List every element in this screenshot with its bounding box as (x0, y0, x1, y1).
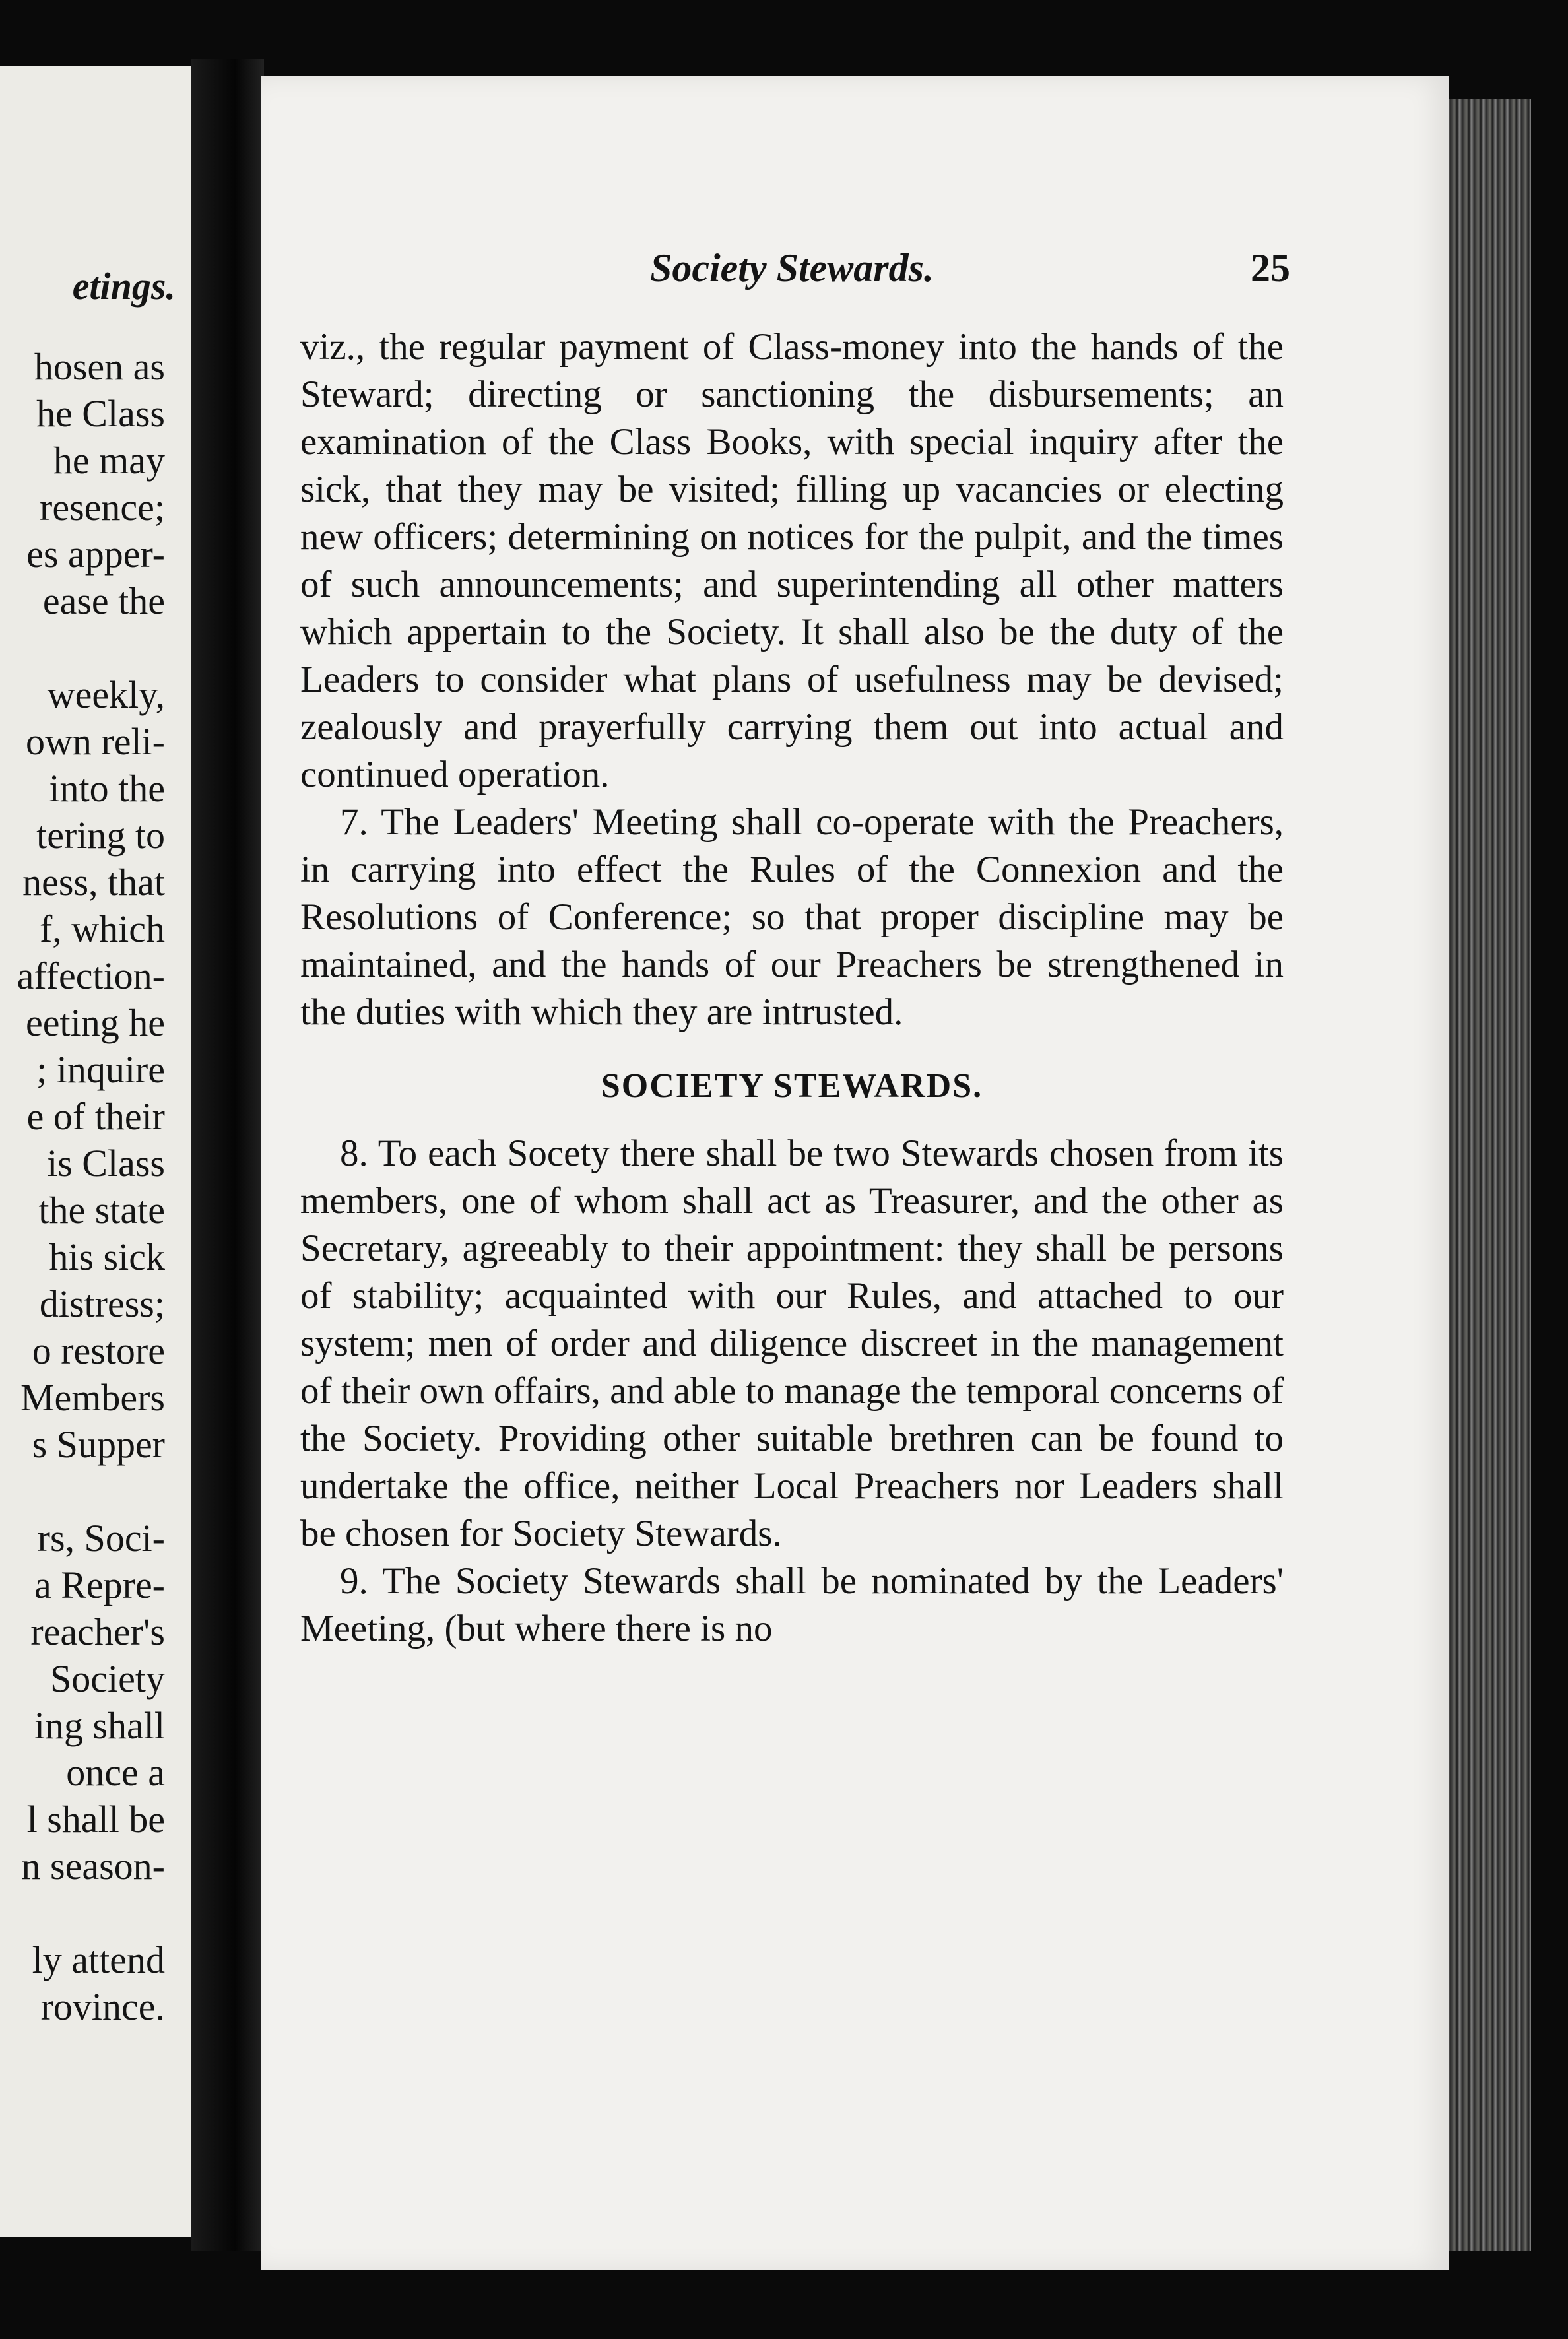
left-page-text (0, 343, 165, 2030)
book-page (261, 76, 1449, 2270)
left-running-head: etings. (72, 265, 176, 308)
left-page-line: n season- (21, 1845, 165, 1888)
left-page-line: distress; (39, 1282, 165, 1325)
left-page-line: tering to (36, 814, 165, 857)
left-page-line: the state (38, 1189, 165, 1232)
left-page-line: own reli- (26, 720, 165, 763)
left-page-line: ing shall (34, 1704, 165, 1747)
left-page-line: once a (66, 1751, 165, 1794)
left-page-line: ; inquire (36, 1048, 165, 1091)
running-title: Society Stewards. (650, 246, 934, 290)
left-page-line: s Supper (32, 1423, 165, 1466)
left-page-line: weekly, (47, 673, 165, 716)
left-page-line (0, 624, 165, 671)
left-page-line: ness, that (22, 861, 165, 904)
left-page-line: he Class (36, 392, 165, 435)
left-page-line: into the (49, 767, 165, 810)
left-page-line: eeting he (26, 1001, 165, 1044)
left-page-line: Members (20, 1376, 165, 1419)
left-page-line: reacher's (30, 1610, 165, 1653)
section-heading: SOCIETY STEWARDS. (601, 1067, 983, 1105)
left-page-line: resence; (40, 486, 165, 529)
left-page-line: Society (50, 1657, 165, 1700)
left-page-line: hosen as (34, 345, 165, 388)
left-facing-page (0, 66, 191, 2237)
book-gutter (191, 59, 264, 2251)
page-content (300, 244, 1290, 1653)
left-page-line: rs, Soci- (37, 1517, 165, 1560)
paragraph-7: 7. The Leaders' Meeting shall co-operate with the Preachers, in carrying into effect the Rules of the Connexion and the Resolutions of Conference; so that proper discipline may be maintained, and the hands of our Preachers be strengthened in the duties with which they are intrusted. (300, 801, 1284, 1033)
left-page-line: f, which (39, 907, 165, 950)
left-page-line: o restore (32, 1329, 165, 1372)
left-page-line: ease the (42, 579, 165, 622)
left-page-line: a Repre- (34, 1564, 165, 1606)
paragraph-continued: viz., the regular payment of Class-money into the hands of the Steward; directing or sanctioning the disbursements; an examination of the Class Books, with special inquiry after the sick, that they may be visited; filling up vacancies or electing new officers; determining on notices for the pulpit, and the times of such announcements; and superintending all other matters which appertain to the Society. It shall also be the duty of the Leaders to consider what plans of usefulness may be devised; zealously and prayerfully carrying them out into actual and continued operation. (300, 326, 1284, 795)
left-page-line: l shall be (26, 1798, 165, 1841)
left-page-line: ly attend (32, 1938, 165, 1981)
page-number: 25 (1251, 246, 1290, 290)
left-page-line: rovince. (40, 1985, 165, 2028)
left-page-line (0, 1468, 165, 1515)
page-edges (1439, 99, 1531, 2251)
left-page-line: es apper- (26, 533, 165, 576)
running-head (300, 244, 1290, 297)
left-page-line (0, 1890, 165, 1936)
paragraph-9: 9. The Society Stewards shall be nominated by the Leaders' Meeting, (but where there is no (300, 1560, 1284, 1649)
left-page-line: his sick (49, 1235, 165, 1278)
left-page-line: e of their (26, 1095, 165, 1138)
left-page-line: affection- (16, 954, 165, 997)
left-page-line: he may (53, 439, 165, 482)
paragraph-8: 8. To each Socety there shall be two Stewards chosen from its members, one of whom shall act as Treasurer, and the other as Secretary, agreeably to their appointment: they shall be persons of stability; acquainted with our Rules, and attached to our system; men of order and diligence discreet in the management of their own offairs, and able to manage the temporal concerns of the Society. Providing other suitable brethren can be found to undertake the office, neither Local Preachers nor Leaders shall be chosen for Society Stewards. (300, 1133, 1284, 1554)
left-page-line: is Class (47, 1142, 165, 1185)
